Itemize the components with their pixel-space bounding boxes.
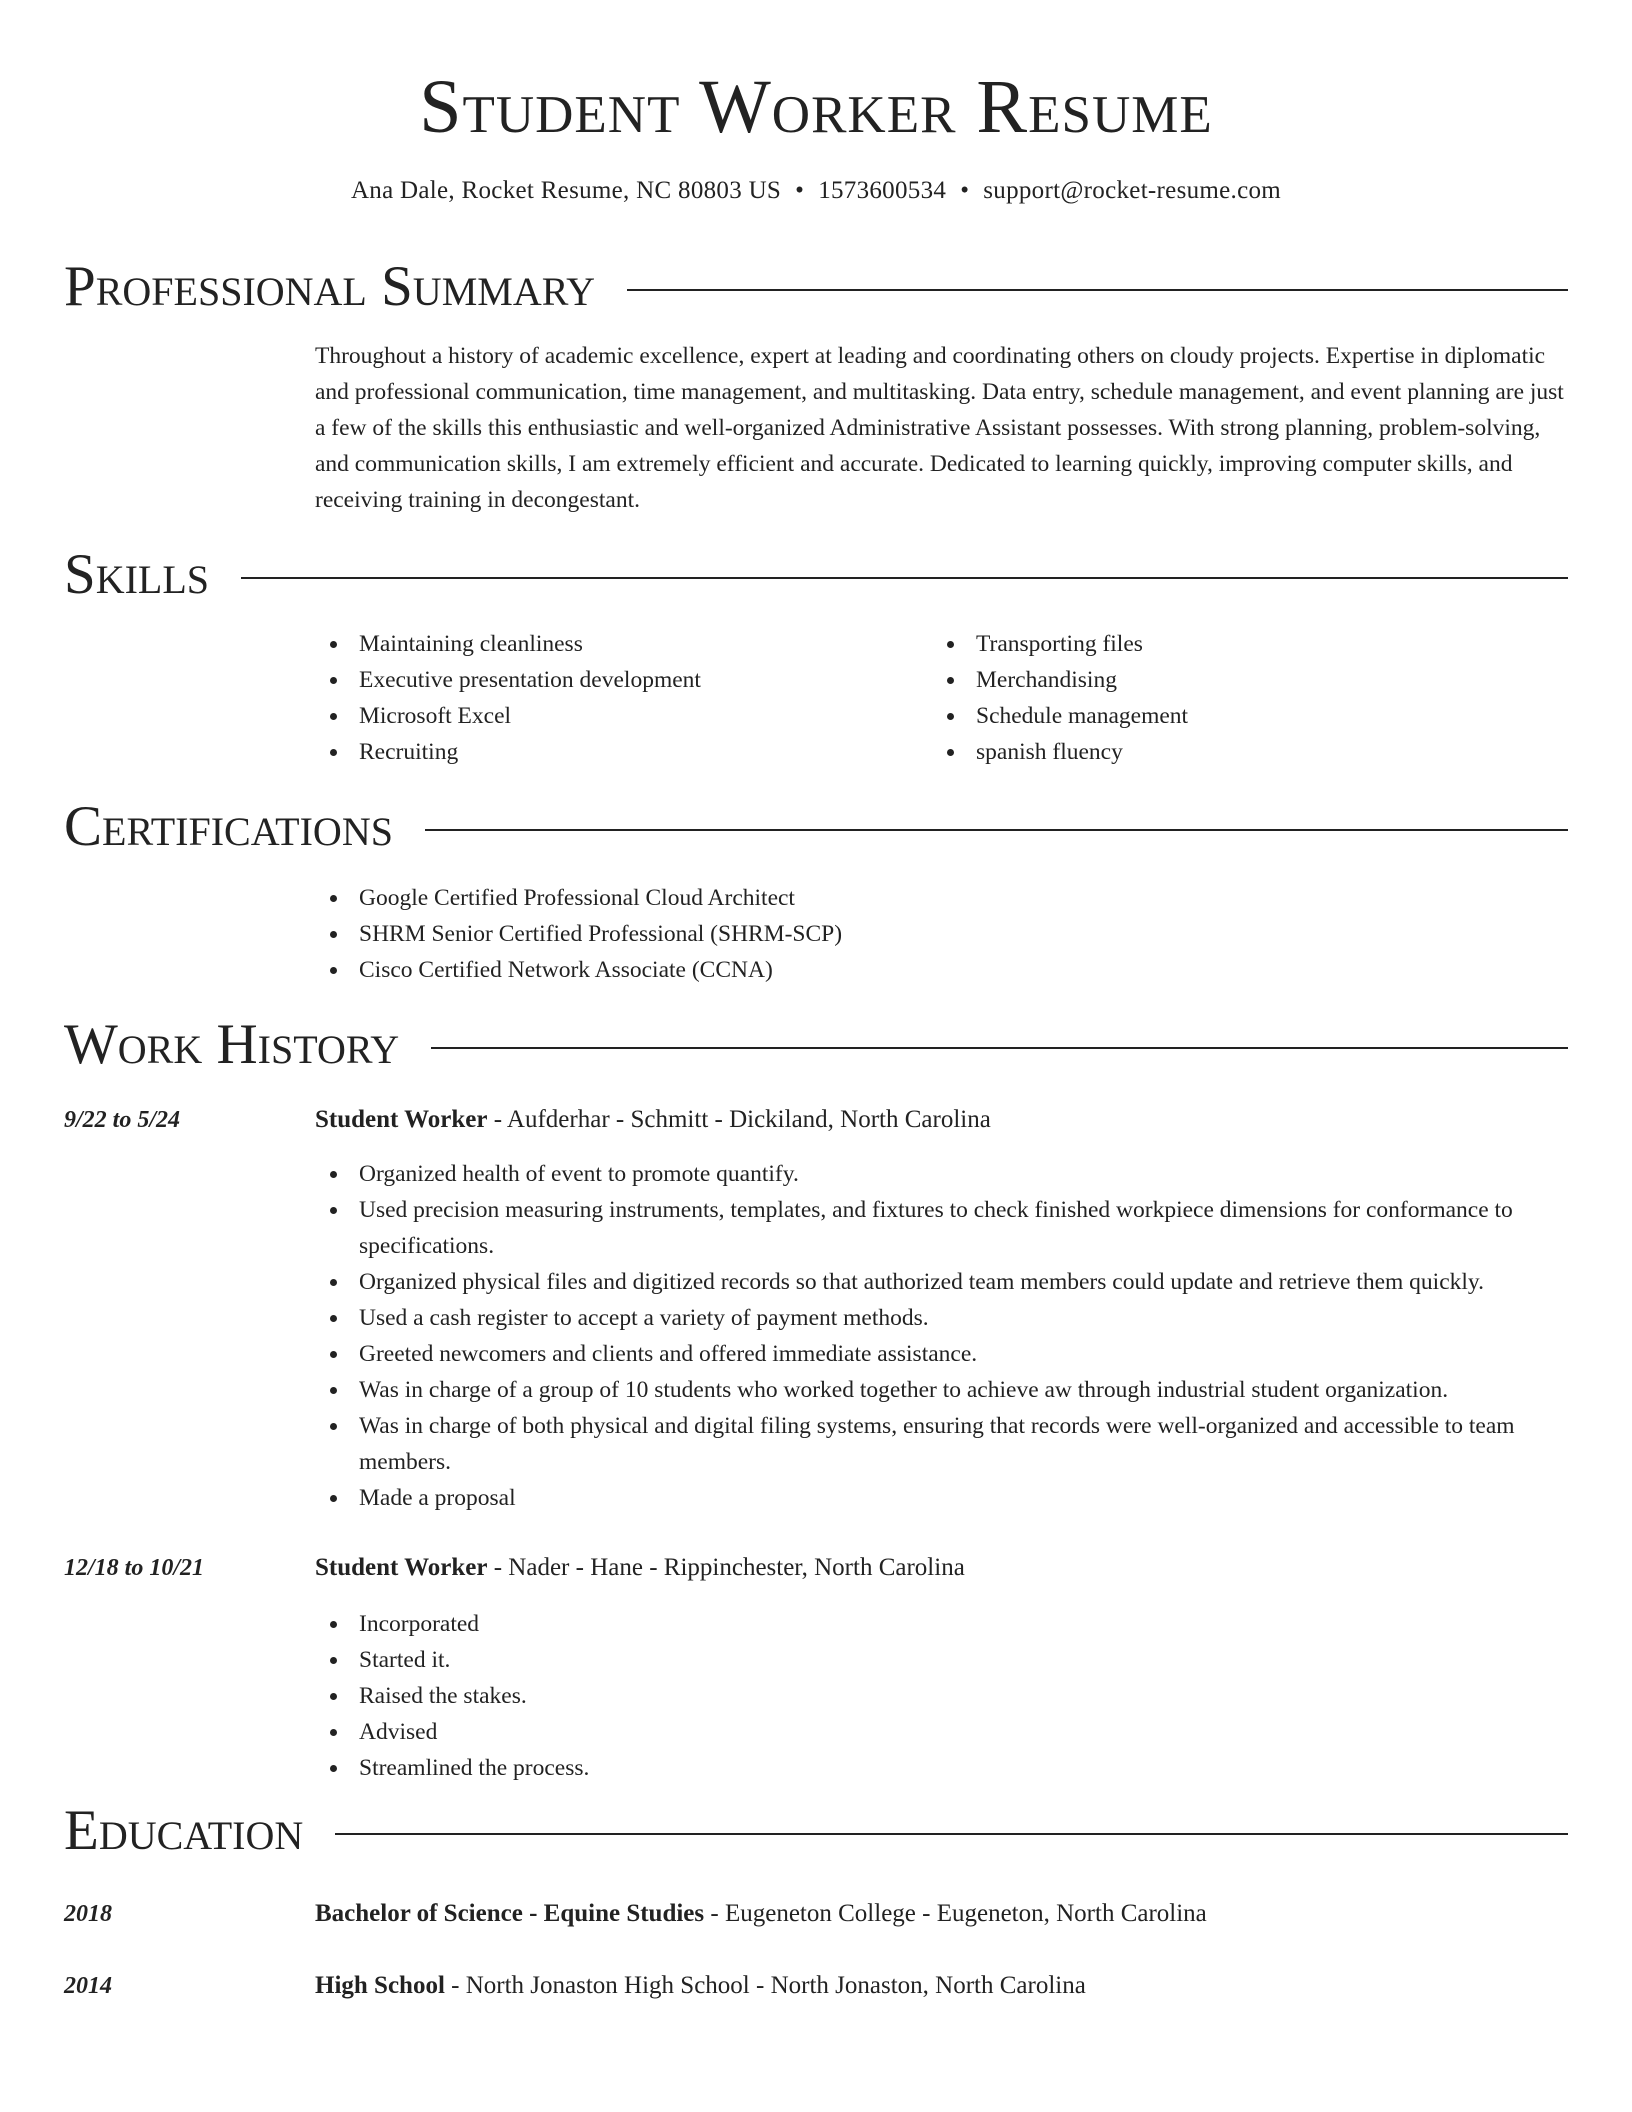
contact-line xyxy=(0,174,1632,208)
job-title-line xyxy=(315,1102,1568,1138)
job-duty-item: Greeted newcomers and clients and offered immediate assistance. xyxy=(315,1336,1568,1372)
education-year: 2018 xyxy=(64,1901,112,1927)
work-history-heading: Work History xyxy=(64,1013,400,1076)
education-section-header xyxy=(64,1798,1568,1864)
skill-item: spanish fluency xyxy=(932,734,1549,770)
contact-separator: • xyxy=(960,177,970,204)
skill-item: Transporting files xyxy=(932,626,1549,662)
contact-separator: • xyxy=(795,177,805,204)
skill-item: Merchandising xyxy=(932,662,1549,698)
job-duty-item: Organized health of event to promote quantify. xyxy=(315,1156,1568,1192)
education-year: 2014 xyxy=(64,1973,112,1999)
job-duty-item: Was in charge of a group of 10 students who worked together to achieve aw through industrial student organization. xyxy=(315,1372,1568,1408)
job-duty-item: Advised xyxy=(315,1714,1568,1750)
skills-left-column xyxy=(315,626,932,770)
skill-item: Microsoft Excel xyxy=(315,698,932,734)
skills-heading: Skills xyxy=(64,543,210,606)
section-divider xyxy=(241,577,1568,579)
skills-list xyxy=(315,626,1568,770)
job-dates: 12/18 to 10/21 xyxy=(64,1555,205,1581)
work-history-section-header xyxy=(64,1012,1568,1078)
job-dates: 9/22 to 5/24 xyxy=(64,1107,181,1133)
section-divider xyxy=(431,1047,1568,1049)
skills-section-header xyxy=(64,542,1568,608)
education-heading: Education xyxy=(64,1799,304,1862)
job-duty-item: Incorporated xyxy=(315,1606,1568,1642)
contact-address: Ana Dale, Rocket Resume, NC 80803 US xyxy=(350,177,782,204)
contact-phone: 1573600534 xyxy=(818,177,947,204)
job-duties-list xyxy=(315,1606,1568,1786)
education-degree: Bachelor of Science - Equine Studies xyxy=(315,1900,705,1927)
job-duty-item: Organized physical files and digitized records so that authorized team members could update and retrieve them quickly. xyxy=(315,1264,1568,1300)
job-duties-list xyxy=(315,1156,1568,1516)
section-divider xyxy=(335,1833,1568,1835)
job-title: Student Worker xyxy=(315,1554,488,1581)
certification-item: SHRM Senior Certified Professional (SHRM-SCP) xyxy=(315,916,1568,952)
certifications-list xyxy=(315,880,1568,988)
certifications-section-header xyxy=(64,794,1568,860)
skill-item: Schedule management xyxy=(932,698,1549,734)
education-school: - North Jonaston High School - North Jonaston, North Carolina xyxy=(444,1972,1086,1999)
skill-item: Recruiting xyxy=(315,734,932,770)
job-duty-item: Used precision measuring instruments, templates, and fixtures to check finished workpiece dimensions for conformance to specifications. xyxy=(315,1192,1568,1264)
job-duty-item: Was in charge of both physical and digital filing systems, ensuring that records were well-organized and accessible to team members. xyxy=(315,1408,1568,1480)
skills-right-column xyxy=(932,626,1549,770)
job-duty-item: Raised the stakes. xyxy=(315,1678,1568,1714)
job-duty-item: Made a proposal xyxy=(315,1480,1568,1516)
job-duty-item: Used a cash register to accept a variety of payment methods. xyxy=(315,1300,1568,1336)
job-duty-item: Started it. xyxy=(315,1642,1568,1678)
education-entry xyxy=(315,1968,1568,2004)
job-title-line xyxy=(315,1550,1568,1586)
job-employer: - Aufderhar - Schmitt - Dickiland, North Carolina xyxy=(487,1106,991,1133)
summary-text: Throughout a history of academic excellence, expert at leading and coordinating others on cloudy projects. Expertise in diplomatic and professional communication, time management, and multitasking. Data entry, schedule management, and event planning are just a few of the skills this enthusiastic and well-organized Administrative Assistant possesses. With strong planning, problem-solving, and communication skills, I am extremely efficient and accurate. Dedicated to learning quickly, improving computer skills, and receiving training in decongestant. xyxy=(315,343,1564,513)
section-divider xyxy=(627,289,1568,291)
education-degree: High School xyxy=(315,1972,445,1999)
education-entry xyxy=(315,1896,1568,1932)
summary-heading: Professional Summary xyxy=(64,255,596,318)
job-title: Student Worker xyxy=(315,1106,488,1133)
summary-section-header xyxy=(64,254,1568,320)
section-divider xyxy=(425,829,1568,831)
certification-item: Google Certified Professional Cloud Architect xyxy=(315,880,1568,916)
contact-email[interactable]: support@rocket-resume.com xyxy=(983,177,1282,204)
job-employer: - Nader - Hane - Rippinchester, North Carolina xyxy=(487,1554,965,1581)
skill-item: Executive presentation development xyxy=(315,662,932,698)
education-school: - Eugeneton College - Eugeneton, North Carolina xyxy=(704,1900,1207,1927)
certifications-heading: Certifications xyxy=(64,795,393,858)
skill-item: Maintaining cleanliness xyxy=(315,626,932,662)
certification-item: Cisco Certified Network Associate (CCNA) xyxy=(315,952,1568,988)
job-duty-item: Streamlined the process. xyxy=(315,1750,1568,1786)
page-title: Student Worker Resume xyxy=(419,65,1213,149)
